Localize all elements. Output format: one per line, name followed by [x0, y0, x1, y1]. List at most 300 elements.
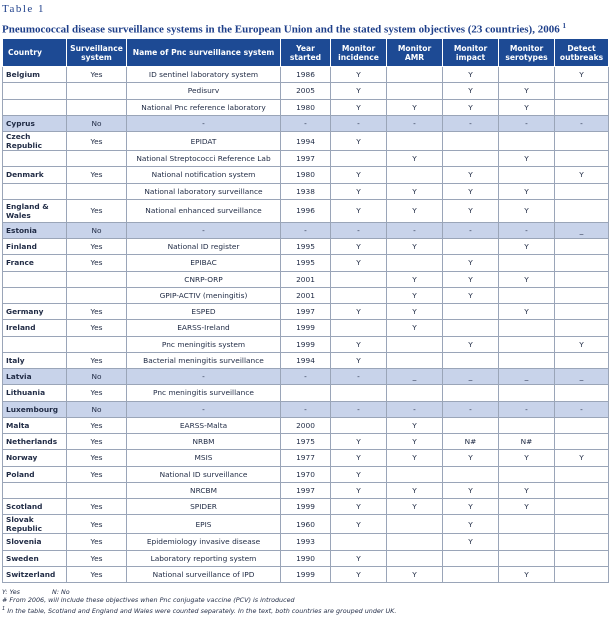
cell-serotypes: Y: [499, 199, 555, 222]
cell-impact: [443, 304, 499, 320]
col-header-serotypes: Monitor serotypes: [499, 39, 555, 67]
cell-year: 1970: [281, 466, 331, 482]
cell-year: 1999: [281, 566, 331, 582]
cell-country: Czech Republic: [3, 132, 67, 151]
cell-serotypes: [499, 255, 555, 271]
cell-impact: Y: [443, 499, 499, 515]
cell-surveillance: [67, 271, 127, 287]
cell-outbreaks: -: [555, 401, 609, 417]
cell-serotypes: _: [499, 369, 555, 385]
cell-outbreaks: [555, 352, 609, 368]
cell-impact: -: [443, 401, 499, 417]
cell-country: [3, 183, 67, 199]
cell-outbreaks: [555, 83, 609, 99]
cell-country: Sweden: [3, 550, 67, 566]
cell-amr: Y: [387, 304, 443, 320]
cell-impact: Y: [443, 167, 499, 183]
cell-serotypes: Y: [499, 482, 555, 498]
cell-serotypes: [499, 167, 555, 183]
cell-year: 1994: [281, 352, 331, 368]
cell-surveillance: Yes: [67, 450, 127, 466]
cell-amr: [387, 466, 443, 482]
col-header-impact: Monitor impact: [443, 39, 499, 67]
cell-outbreaks: [555, 271, 609, 287]
cell-system-name: EARSS-Ireland: [127, 320, 281, 336]
cell-year: 1990: [281, 550, 331, 566]
cell-surveillance: Yes: [67, 320, 127, 336]
table-row: [3, 515, 609, 534]
cell-surveillance: [67, 183, 127, 199]
cell-impact: _: [443, 369, 499, 385]
cell-outbreaks: [555, 199, 609, 222]
cell-impact: Y: [443, 255, 499, 271]
cell-surveillance: Yes: [67, 199, 127, 222]
cell-year: 1980: [281, 167, 331, 183]
cell-serotypes: Y: [499, 271, 555, 287]
cell-incidence: Y: [331, 515, 387, 534]
cell-system-name: CNRP-ORP: [127, 271, 281, 287]
cell-amr: Y: [387, 499, 443, 515]
cell-incidence: [331, 417, 387, 433]
cell-country: Poland: [3, 466, 67, 482]
cell-outbreaks: [555, 304, 609, 320]
cell-outbreaks: Y: [555, 167, 609, 183]
cell-incidence: Y: [331, 466, 387, 482]
cell-outbreaks: [555, 466, 609, 482]
cell-amr: [387, 83, 443, 99]
cell-surveillance: Yes: [67, 132, 127, 151]
cell-serotypes: [499, 287, 555, 303]
cell-system-name: EPIS: [127, 515, 281, 534]
cell-outbreaks: [555, 499, 609, 515]
cell-system-name: National Pnc reference laboratory: [127, 99, 281, 115]
cell-country: Slovak Republic: [3, 515, 67, 534]
col-header-incidence: Monitor incidence: [331, 39, 387, 67]
cell-outbreaks: [555, 239, 609, 255]
table-row: [3, 385, 609, 401]
cell-outbreaks: [555, 385, 609, 401]
cell-serotypes: Y: [499, 99, 555, 115]
cell-amr: [387, 352, 443, 368]
cell-incidence: Y: [331, 99, 387, 115]
cell-serotypes: Y: [499, 450, 555, 466]
table-notes: [2, 588, 608, 615]
table-row: [3, 320, 609, 336]
cell-country: Lithuania: [3, 385, 67, 401]
cell-outbreaks: [555, 151, 609, 167]
cell-serotypes: [499, 466, 555, 482]
cell-year: -: [281, 401, 331, 417]
cell-serotypes: [499, 515, 555, 534]
cell-amr: Y: [387, 450, 443, 466]
cell-outbreaks: [555, 434, 609, 450]
cell-amr: [387, 255, 443, 271]
cell-amr: Y: [387, 566, 443, 582]
cell-incidence: [331, 534, 387, 550]
cell-year: 2000: [281, 417, 331, 433]
cell-year: 1997: [281, 482, 331, 498]
cell-outbreaks: [555, 255, 609, 271]
cell-country: France: [3, 255, 67, 271]
cell-year: 1977: [281, 450, 331, 466]
cell-system-name: SPIDER: [127, 499, 281, 515]
table-row: [3, 534, 609, 550]
cell-incidence: [331, 287, 387, 303]
cell-impact: Y: [443, 271, 499, 287]
table-row: [3, 115, 609, 131]
cell-year: 1995: [281, 239, 331, 255]
cell-amr: -: [387, 401, 443, 417]
cell-impact: Y: [443, 99, 499, 115]
cell-impact: Y: [443, 450, 499, 466]
header-row: [3, 39, 609, 67]
cell-country: Ireland: [3, 320, 67, 336]
cell-surveillance: Yes: [67, 417, 127, 433]
cell-impact: N#: [443, 434, 499, 450]
table-row: [3, 132, 609, 151]
cell-surveillance: [67, 482, 127, 498]
table-row: [3, 304, 609, 320]
cell-surveillance: Yes: [67, 534, 127, 550]
note-no: N: No: [52, 588, 70, 596]
cell-surveillance: Yes: [67, 566, 127, 582]
cell-year: 1997: [281, 151, 331, 167]
cell-outbreaks: [555, 132, 609, 151]
cell-country: Netherlands: [3, 434, 67, 450]
cell-year: 1999: [281, 320, 331, 336]
cell-system-name: -: [127, 222, 281, 238]
cell-serotypes: [499, 67, 555, 83]
table-row: [3, 482, 609, 498]
cell-incidence: Y: [331, 550, 387, 566]
cell-system-name: -: [127, 115, 281, 131]
cell-surveillance: Yes: [67, 434, 127, 450]
cell-outbreaks: [555, 482, 609, 498]
cell-year: 1997: [281, 304, 331, 320]
cell-impact: [443, 151, 499, 167]
cell-country: [3, 336, 67, 352]
cell-outbreaks: _: [555, 369, 609, 385]
cell-impact: Y: [443, 336, 499, 352]
table-row: [3, 167, 609, 183]
cell-surveillance: Yes: [67, 304, 127, 320]
note-hash: # From 2006, will include these objectives when Pnc conjugate vaccine (PCV) is introduced: [2, 596, 295, 605]
cell-serotypes: [499, 550, 555, 566]
cell-amr: [387, 336, 443, 352]
cell-surveillance: [67, 99, 127, 115]
caption-text: Pneumococcal disease surveillance systems in the European Union and the stated system objectives (23 countries), 2006: [2, 23, 560, 36]
cell-amr: -: [387, 115, 443, 131]
col-header-country: Country: [3, 39, 67, 67]
cell-amr: Y: [387, 434, 443, 450]
table-row: [3, 287, 609, 303]
cell-impact: [443, 239, 499, 255]
cell-amr: Y: [387, 271, 443, 287]
cell-serotypes: [499, 534, 555, 550]
cell-amr: Y: [387, 320, 443, 336]
cell-serotypes: Y: [499, 183, 555, 199]
caption-footnote-mark: 1: [562, 22, 566, 30]
cell-outbreaks: -: [555, 115, 609, 131]
col-header-amr: Monitor AMR: [387, 39, 443, 67]
table-row: [3, 417, 609, 433]
cell-serotypes: Y: [499, 499, 555, 515]
table-caption: [2, 16, 608, 38]
table-row: [3, 466, 609, 482]
cell-year: 1999: [281, 499, 331, 515]
cell-outbreaks: [555, 550, 609, 566]
cell-incidence: Y: [331, 434, 387, 450]
cell-outbreaks: [555, 287, 609, 303]
cell-impact: Y: [443, 183, 499, 199]
cell-country: [3, 287, 67, 303]
cell-country: [3, 482, 67, 498]
cell-year: [281, 385, 331, 401]
table-row: [3, 239, 609, 255]
table-label: Table 1: [2, 3, 46, 15]
cell-impact: [443, 352, 499, 368]
cell-amr: Y: [387, 151, 443, 167]
table-row: [3, 369, 609, 385]
table-row: [3, 352, 609, 368]
cell-amr: [387, 385, 443, 401]
cell-outbreaks: [555, 417, 609, 433]
table-row: [3, 199, 609, 222]
cell-year: 1975: [281, 434, 331, 450]
cell-system-name: Laboratory reporting system: [127, 550, 281, 566]
table-row: [3, 499, 609, 515]
cell-outbreaks: [555, 534, 609, 550]
cell-incidence: Y: [331, 450, 387, 466]
cell-serotypes: N#: [499, 434, 555, 450]
cell-system-name: Pnc meningitis system: [127, 336, 281, 352]
cell-country: Germany: [3, 304, 67, 320]
cell-system-name: National enhanced surveillance: [127, 199, 281, 222]
cell-serotypes: Y: [499, 304, 555, 320]
cell-year: 1996: [281, 199, 331, 222]
cell-outbreaks: [555, 566, 609, 582]
footnote-1-text: In the table, Scotland and England and Wales were counted separately. In the text, both countries are grouped under UK.: [7, 606, 397, 615]
cell-country: Denmark: [3, 167, 67, 183]
cell-system-name: ESPED: [127, 304, 281, 320]
cell-surveillance: No: [67, 401, 127, 417]
cell-amr: [387, 167, 443, 183]
table-row: [3, 336, 609, 352]
cell-outbreaks: [555, 320, 609, 336]
table-body: [3, 67, 609, 583]
cell-year: 1993: [281, 534, 331, 550]
cell-impact: Y: [443, 534, 499, 550]
cell-country: Latvia: [3, 369, 67, 385]
cell-incidence: Y: [331, 482, 387, 498]
cell-year: 2001: [281, 271, 331, 287]
surveillance-table: [2, 38, 609, 583]
table-row: [3, 83, 609, 99]
cell-year: 1960: [281, 515, 331, 534]
cell-surveillance: Yes: [67, 255, 127, 271]
cell-serotypes: [499, 352, 555, 368]
cell-amr: Y: [387, 417, 443, 433]
cell-system-name: Pedisurv: [127, 83, 281, 99]
cell-serotypes: -: [499, 115, 555, 131]
cell-year: 1938: [281, 183, 331, 199]
cell-country: England & Wales: [3, 199, 67, 222]
cell-surveillance: Yes: [67, 466, 127, 482]
cell-country: Finland: [3, 239, 67, 255]
cell-country: [3, 83, 67, 99]
footnote-1-mark: 1: [2, 605, 6, 612]
cell-system-name: MSIS: [127, 450, 281, 466]
cell-amr: Y: [387, 99, 443, 115]
cell-outbreaks: Y: [555, 67, 609, 83]
table-row: [3, 550, 609, 566]
cell-system-name: EPIBAC: [127, 255, 281, 271]
cell-year: 2001: [281, 287, 331, 303]
cell-year: -: [281, 369, 331, 385]
table-row: [3, 566, 609, 582]
cell-surveillance: Yes: [67, 550, 127, 566]
cell-system-name: ID sentinel laboratory system: [127, 67, 281, 83]
cell-outbreaks: [555, 183, 609, 199]
cell-incidence: -: [331, 222, 387, 238]
col-header-name: Name of Pnc surveillance system: [127, 39, 281, 67]
cell-surveillance: Yes: [67, 352, 127, 368]
cell-incidence: Y: [331, 566, 387, 582]
cell-surveillance: No: [67, 369, 127, 385]
cell-system-name: National ID surveillance: [127, 466, 281, 482]
cell-outbreaks: [555, 99, 609, 115]
cell-serotypes: Y: [499, 566, 555, 582]
cell-impact: -: [443, 115, 499, 131]
cell-incidence: Y: [331, 239, 387, 255]
cell-serotypes: [499, 132, 555, 151]
cell-country: Cyprus: [3, 115, 67, 131]
cell-system-name: Pnc meningitis surveillance: [127, 385, 281, 401]
cell-incidence: Y: [331, 183, 387, 199]
cell-impact: [443, 466, 499, 482]
cell-impact: [443, 566, 499, 582]
cell-surveillance: No: [67, 115, 127, 131]
cell-surveillance: [67, 287, 127, 303]
cell-amr: [387, 550, 443, 566]
cell-impact: Y: [443, 83, 499, 99]
cell-amr: [387, 515, 443, 534]
table-row: [3, 255, 609, 271]
cell-system-name: National ID register: [127, 239, 281, 255]
cell-amr: Y: [387, 287, 443, 303]
cell-impact: [443, 132, 499, 151]
cell-system-name: National Streptococci Reference Lab: [127, 151, 281, 167]
cell-system-name: National notification system: [127, 167, 281, 183]
cell-amr: [387, 132, 443, 151]
cell-incidence: [331, 151, 387, 167]
cell-year: -: [281, 222, 331, 238]
cell-surveillance: Yes: [67, 385, 127, 401]
cell-impact: -: [443, 222, 499, 238]
cell-incidence: -: [331, 401, 387, 417]
cell-impact: Y: [443, 199, 499, 222]
cell-country: Switzerland: [3, 566, 67, 582]
cell-serotypes: [499, 336, 555, 352]
cell-country: [3, 271, 67, 287]
cell-year: -: [281, 115, 331, 131]
cell-system-name: National laboratory surveillance: [127, 183, 281, 199]
cell-country: Belgium: [3, 67, 67, 83]
cell-impact: [443, 550, 499, 566]
cell-serotypes: Y: [499, 239, 555, 255]
cell-system-name: Bacterial meningitis surveillance: [127, 352, 281, 368]
cell-incidence: Y: [331, 132, 387, 151]
cell-impact: Y: [443, 482, 499, 498]
table-row: [3, 271, 609, 287]
cell-country: [3, 99, 67, 115]
cell-surveillance: Yes: [67, 499, 127, 515]
cell-serotypes: -: [499, 222, 555, 238]
cell-incidence: [331, 320, 387, 336]
cell-incidence: Y: [331, 499, 387, 515]
table-row: [3, 183, 609, 199]
cell-serotypes: -: [499, 401, 555, 417]
cell-incidence: Y: [331, 255, 387, 271]
cell-incidence: Y: [331, 67, 387, 83]
cell-system-name: Epidemiology invasive disease: [127, 534, 281, 550]
cell-incidence: Y: [331, 336, 387, 352]
cell-incidence: Y: [331, 352, 387, 368]
cell-amr: Y: [387, 199, 443, 222]
cell-outbreaks: [555, 515, 609, 534]
cell-country: Scotland: [3, 499, 67, 515]
cell-year: 1980: [281, 99, 331, 115]
cell-impact: Y: [443, 515, 499, 534]
cell-serotypes: [499, 320, 555, 336]
table-row: [3, 99, 609, 115]
table-figure: [2, 2, 608, 615]
cell-amr: Y: [387, 482, 443, 498]
table-row: [3, 401, 609, 417]
cell-country: Malta: [3, 417, 67, 433]
note-footnote-1: [2, 605, 608, 616]
cell-incidence: -: [331, 369, 387, 385]
cell-country: Norway: [3, 450, 67, 466]
cell-year: 1994: [281, 132, 331, 151]
cell-year: 1999: [281, 336, 331, 352]
cell-amr: _: [387, 369, 443, 385]
cell-system-name: -: [127, 369, 281, 385]
cell-serotypes: Y: [499, 83, 555, 99]
cell-impact: [443, 385, 499, 401]
cell-incidence: -: [331, 115, 387, 131]
note-yes: Y: Yes: [2, 588, 20, 596]
cell-amr: [387, 67, 443, 83]
table-row: [3, 434, 609, 450]
cell-system-name: -: [127, 401, 281, 417]
cell-country: Estonia: [3, 222, 67, 238]
cell-incidence: [331, 385, 387, 401]
cell-amr: [387, 534, 443, 550]
table-row: [3, 151, 609, 167]
cell-outbreaks: Y: [555, 450, 609, 466]
cell-impact: [443, 320, 499, 336]
cell-year: 1995: [281, 255, 331, 271]
cell-system-name: National surveillance of IPD: [127, 566, 281, 582]
cell-surveillance: Yes: [67, 239, 127, 255]
cell-surveillance: Yes: [67, 167, 127, 183]
cell-country: Italy: [3, 352, 67, 368]
cell-surveillance: [67, 151, 127, 167]
cell-amr: Y: [387, 239, 443, 255]
col-header-surveillance: Surveillance system: [67, 39, 127, 67]
cell-amr: Y: [387, 183, 443, 199]
